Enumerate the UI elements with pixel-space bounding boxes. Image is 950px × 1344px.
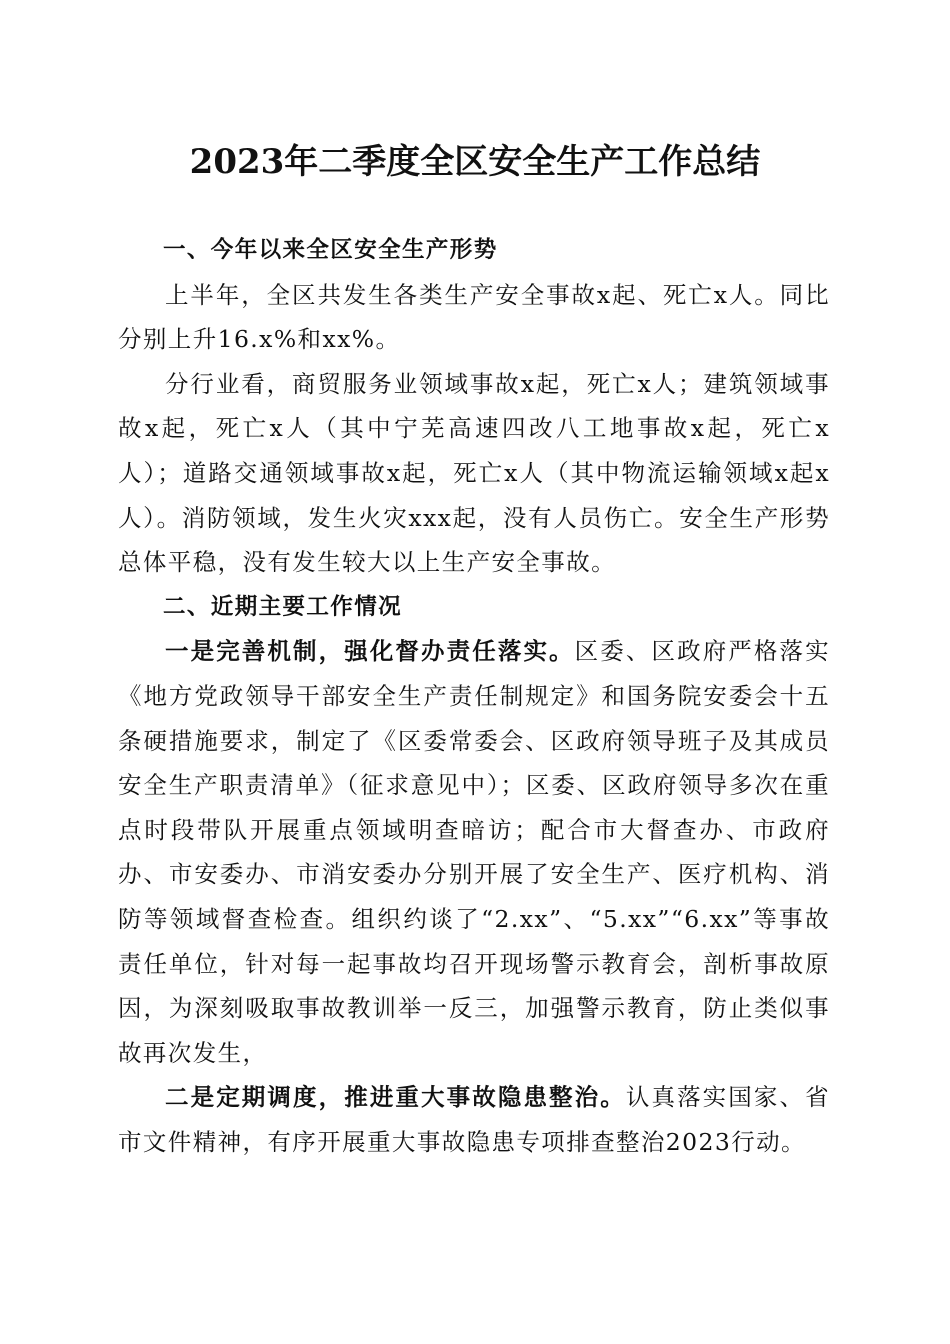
paragraph [118, 629, 830, 1075]
document-body [118, 228, 830, 1164]
section-heading: 一、今年以来全区安全生产形势 [163, 237, 498, 263]
section-heading: 二、近期主要工作情况 [163, 593, 403, 620]
document-title: 2023年二季度全区安全生产工作总结 [189, 142, 761, 182]
paragraph: 分行业看，商贸服务业领域事故x起，死亡x人；建筑领域事故x起，死亡x人（其中宁芜高速四改八工地事故x起，死亡x人）；道路交通领域事故x起，死亡x人（其中物流运输领域x起x人）。消防领域，发生火灾xxx起，没有人员伤亡。安全生产形势总体平稳，没有发生较大以上生产安全事故。 [118, 369, 830, 577]
paragraph: 上半年，全区共发生各类生产安全事故x起、死亡x人。同比分别上升16.x%和xx%。 [118, 280, 830, 354]
paragraph [118, 1075, 830, 1164]
paragraph-text: 认真落实国家、省市文件精神，有序开展重大事故隐患专项排查整治2023行动。 [118, 1083, 831, 1156]
paragraph-lead: 一是完善机制，强化督办责任落实。 [165, 637, 575, 666]
paragraph-lead: 二是定期调度，推进重大事故隐患整治。 [165, 1083, 626, 1112]
paragraph-text: 区委、区政府严格落实《地方党政领导干部安全生产责任制规定》和国务院安委会十五条硬措施要求，制定了《区委常委会、区政府领导班子及其成员安全生产职责清单》（征求意见中）；区委、区政府领导多次在重点时段带队开展重点领域明查暗访；配合市大督查办、市政府办、市安委办、市消安委办分别开展了安全生产、医疗机构、消防等领域督查检查。组织约谈了“2.xx”、“5.xx”“6.xx”等事故责任单位，针对每一起事故均召开现场警示教育会，剖析事故原因，为深刻吸取事故教训举一反三，加强警示教育，防止类似事故再次发生， [118, 637, 831, 1067]
